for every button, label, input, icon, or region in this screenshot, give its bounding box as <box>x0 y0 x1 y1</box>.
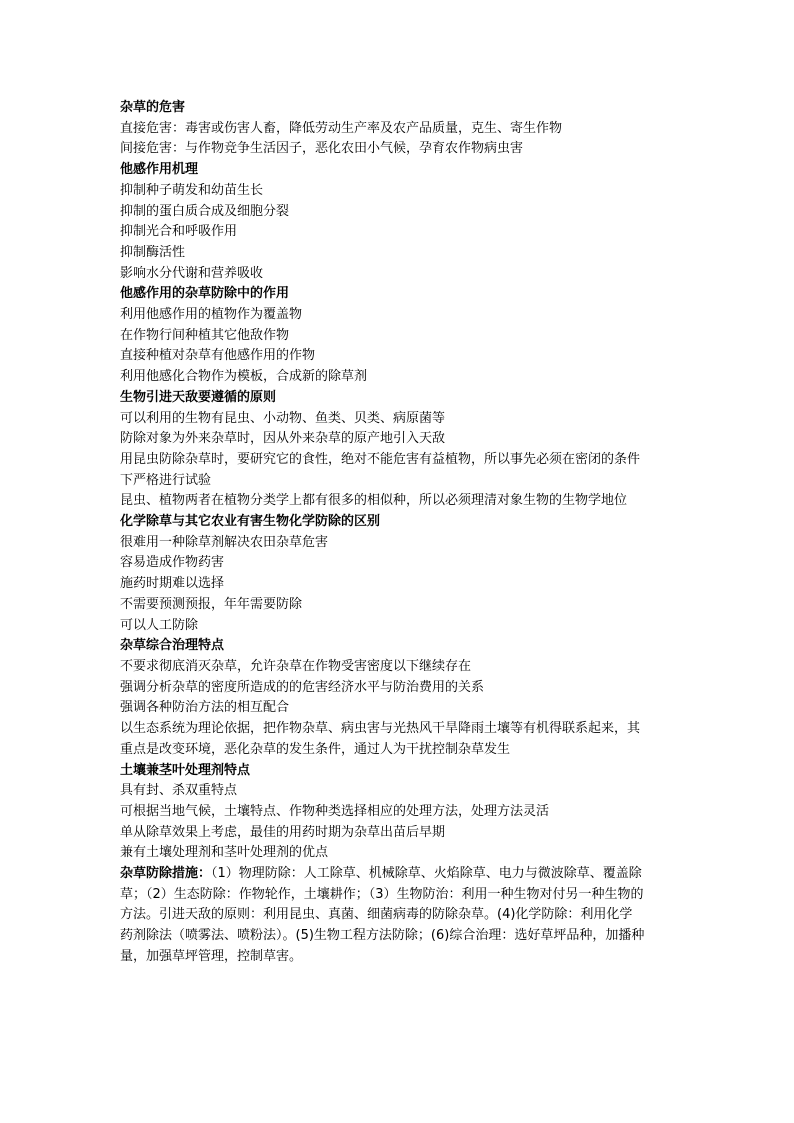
text-line: 昆虫、植物两者在植物分类学上都有很多的相似种，所以必须理清对象生物的生物学地位 <box>120 493 628 509</box>
measures-lead: 杂草防除措施： <box>120 866 212 882</box>
text-line: 在作物行间种植其它他敌作物 <box>120 327 290 343</box>
text-line: 利用他感化合物作为模板，合成新的除草剂 <box>120 369 368 385</box>
section-integrated-management <box>120 636 680 760</box>
text-line: 量，加强草坪管理，控制草害。 <box>120 948 303 964</box>
section-weed-control-measures <box>120 864 680 968</box>
section-heading: 土壤兼茎叶处理剂特点 <box>120 762 251 778</box>
section-heading: 化学除草与其它农业有害生物化学防除的区别 <box>120 514 381 530</box>
text-line: 可以人工防除 <box>120 617 199 633</box>
text-line: 药剂除法（喷雾法、喷粉法）。(5)生物工程方法防除；(6)综合治理：选好草坪品种，加播种 <box>120 928 645 944</box>
text-line: 兼有土壤处理剂和茎叶处理剂的优点 <box>120 845 329 861</box>
text-line: 可以利用的生物有昆虫、小动物、鱼类、贝类、病原菌等 <box>120 410 446 426</box>
text-line: 防除对象为外来杂草时，因从外来杂草的原产地引入天敌 <box>120 431 446 447</box>
section-weed-harm <box>120 98 680 160</box>
text-line: 施药时期难以选择 <box>120 576 225 592</box>
text-line: 影响水分代谢和营养吸收 <box>120 265 264 281</box>
text-line: 下严格进行试验 <box>120 472 212 488</box>
text-line: 用昆虫防除杂草时，要研究它的食性，绝对不能危害有益植物，所以事先必须在密闭的条件 <box>120 451 641 467</box>
text-line: 抑制酶活性 <box>120 244 186 260</box>
text-line: 间接危害：与作物竞争生活因子，恶化农田小气候，孕育农作物病虫害 <box>120 141 524 157</box>
section-chemical-weeding-difference <box>120 512 680 636</box>
text-line <box>120 864 680 885</box>
text-line: 利用他感作用的植物作为覆盖物 <box>120 307 303 323</box>
text-line: 抑制光合和呼吸作用 <box>120 224 238 240</box>
text-line: 重点是改变环境，恶化杂草的发生条件，通过人为干扰控制杂草发生 <box>120 741 511 757</box>
text-line: 强调分析杂草的密度所造成的的危害经济水平与防治费用的关系 <box>120 679 485 695</box>
text-line: 抑制种子萌发和幼苗生长 <box>120 182 264 198</box>
document-page <box>120 98 680 968</box>
text-line: 可根据当地气候，土壤特点、作物种类选择相应的处理方法，处理方法灵活 <box>120 803 550 819</box>
text-line: 直接种植对杂草有他感作用的作物 <box>120 348 316 364</box>
text-line: 不要求彻底消灭杂草，允许杂草在作物受害密度以下继续存在 <box>120 658 472 674</box>
section-biological-control-principles <box>120 388 680 512</box>
section-heading: 他感作用的杂草防除中的作用 <box>120 286 290 302</box>
text-line: 抑制的蛋白质合成及细胞分裂 <box>120 203 290 219</box>
section-heading: 生物引进天敌要遵循的原则 <box>120 389 277 405</box>
text-line: 容易造成作物药害 <box>120 555 225 571</box>
text-line: 单从除草效果上考虑，最佳的用药时期为杂草出苗后早期 <box>120 824 446 840</box>
section-allelopathy-role <box>120 284 680 388</box>
measures-text: （1）物理防除：人工除草、机械除草、火焰除草、电力与微波除草、覆盖除 <box>211 866 642 882</box>
text-line: 直接危害：毒害或伤害人畜，降低劳动生产率及农产品质量，克生、寄生作物 <box>120 120 563 136</box>
section-allelopathy-mechanism <box>120 160 680 284</box>
section-soil-foliar-treatment <box>120 761 680 865</box>
text-line: 强调各种防治方法的相互配合 <box>120 700 290 716</box>
text-line: 草；（2）生态防除：作物轮作，土壤耕作；（3）生物防治：利用一种生物对付另一种生物的 <box>120 886 644 902</box>
section-heading: 杂草的危害 <box>120 100 186 115</box>
section-heading: 他感作用机理 <box>120 162 199 178</box>
text-line: 以生态系统为理论依据，把作物杂草、病虫害与光热风干旱降雨土壤等有机得联系起来，其 <box>120 721 641 737</box>
text-line: 很难用一种除草剂解决农田杂草危害 <box>120 534 329 550</box>
text-line: 方法。引进天敌的原则：利用昆虫、真菌、细菌病毒的防除杂草。(4)化学防除：利用化学 <box>120 907 633 923</box>
text-line: 不需要预测预报，年年需要防除 <box>120 596 303 612</box>
section-heading: 杂草综合治理特点 <box>120 638 225 654</box>
text-line: 具有封、杀双重特点 <box>120 783 238 799</box>
